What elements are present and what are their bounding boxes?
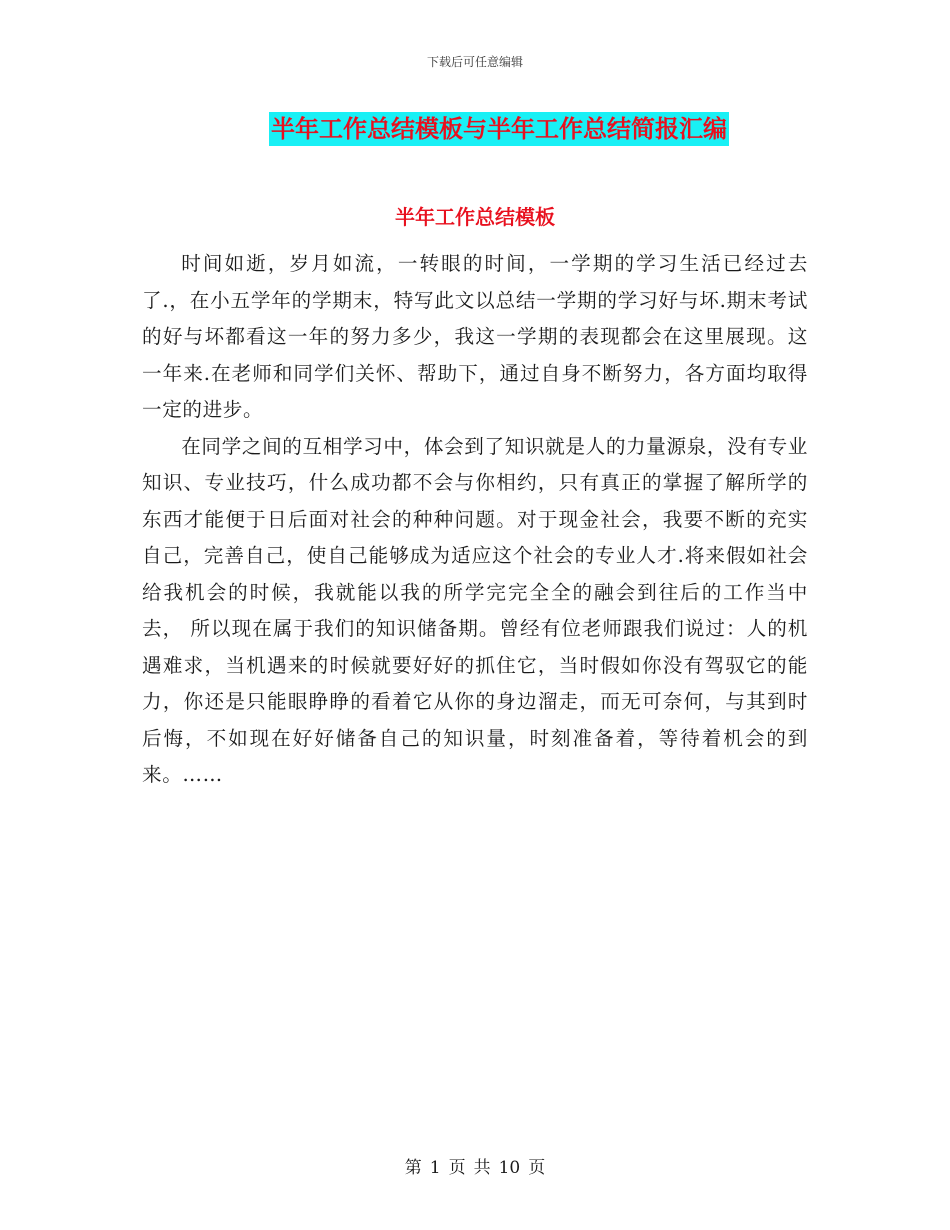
footer-current-page: 1 xyxy=(429,1158,441,1178)
footer-total-pages: 10 xyxy=(498,1158,521,1178)
header-note: 下载后可任意编辑 xyxy=(426,55,523,69)
footer-page-unit: 页 xyxy=(448,1158,466,1178)
document-body xyxy=(142,246,808,794)
footer-page-label: 第 xyxy=(404,1158,422,1178)
paragraph: 时间如逝，岁月如流，一转眼的时间，一学期的学习生活已经过去了.，在小五学年的学期末，特写此文以总结一学期的学习好与坏.期末考试的好与坏都看这一年的努力多少，我这一学期的表现都会在这里展现。这一年来.在老师和同学们关怀、帮助下，通过自身不断努力，各方面均取得一定的进步。 xyxy=(142,252,808,421)
paragraph: 在同学之间的互相学习中，体会到了知识就是人的力量源泉，没有专业知识、专业技巧，什么成功都不会与你相约，只有真正的掌握了解所学的东西才能便于日后面对社会的种种问题。对于现金社会，我要不断的充实自己，完善自己，使自己能够成为适应这个社会的专业人才.将来假如社会给我机会的时候，我就能以我的所学完完全全的融会到往后的工作当中去， 所以现在属于我们的知识储备期。曾经有位老师跟我们说过：人的机遇难求，当机遇来的时候就要好好的抓住它，当时假如你没有驾驭它的能力，你还是只能眼睁睁的看着它从你的身边溜走，而无可奈何，与其到时后悔，不如现在好好储备自己的知识量，时刻准备着，等待着机会的到来。…… xyxy=(142,434,808,786)
main-title-wrap xyxy=(0,112,950,146)
footer-total-label: 共 xyxy=(473,1158,491,1178)
section-title: 半年工作总结模板 xyxy=(395,205,555,229)
document-title: 半年工作总结模板与半年工作总结简报汇编 xyxy=(269,112,729,146)
footer-total-unit: 页 xyxy=(528,1158,546,1178)
page-footer xyxy=(0,1153,950,1178)
